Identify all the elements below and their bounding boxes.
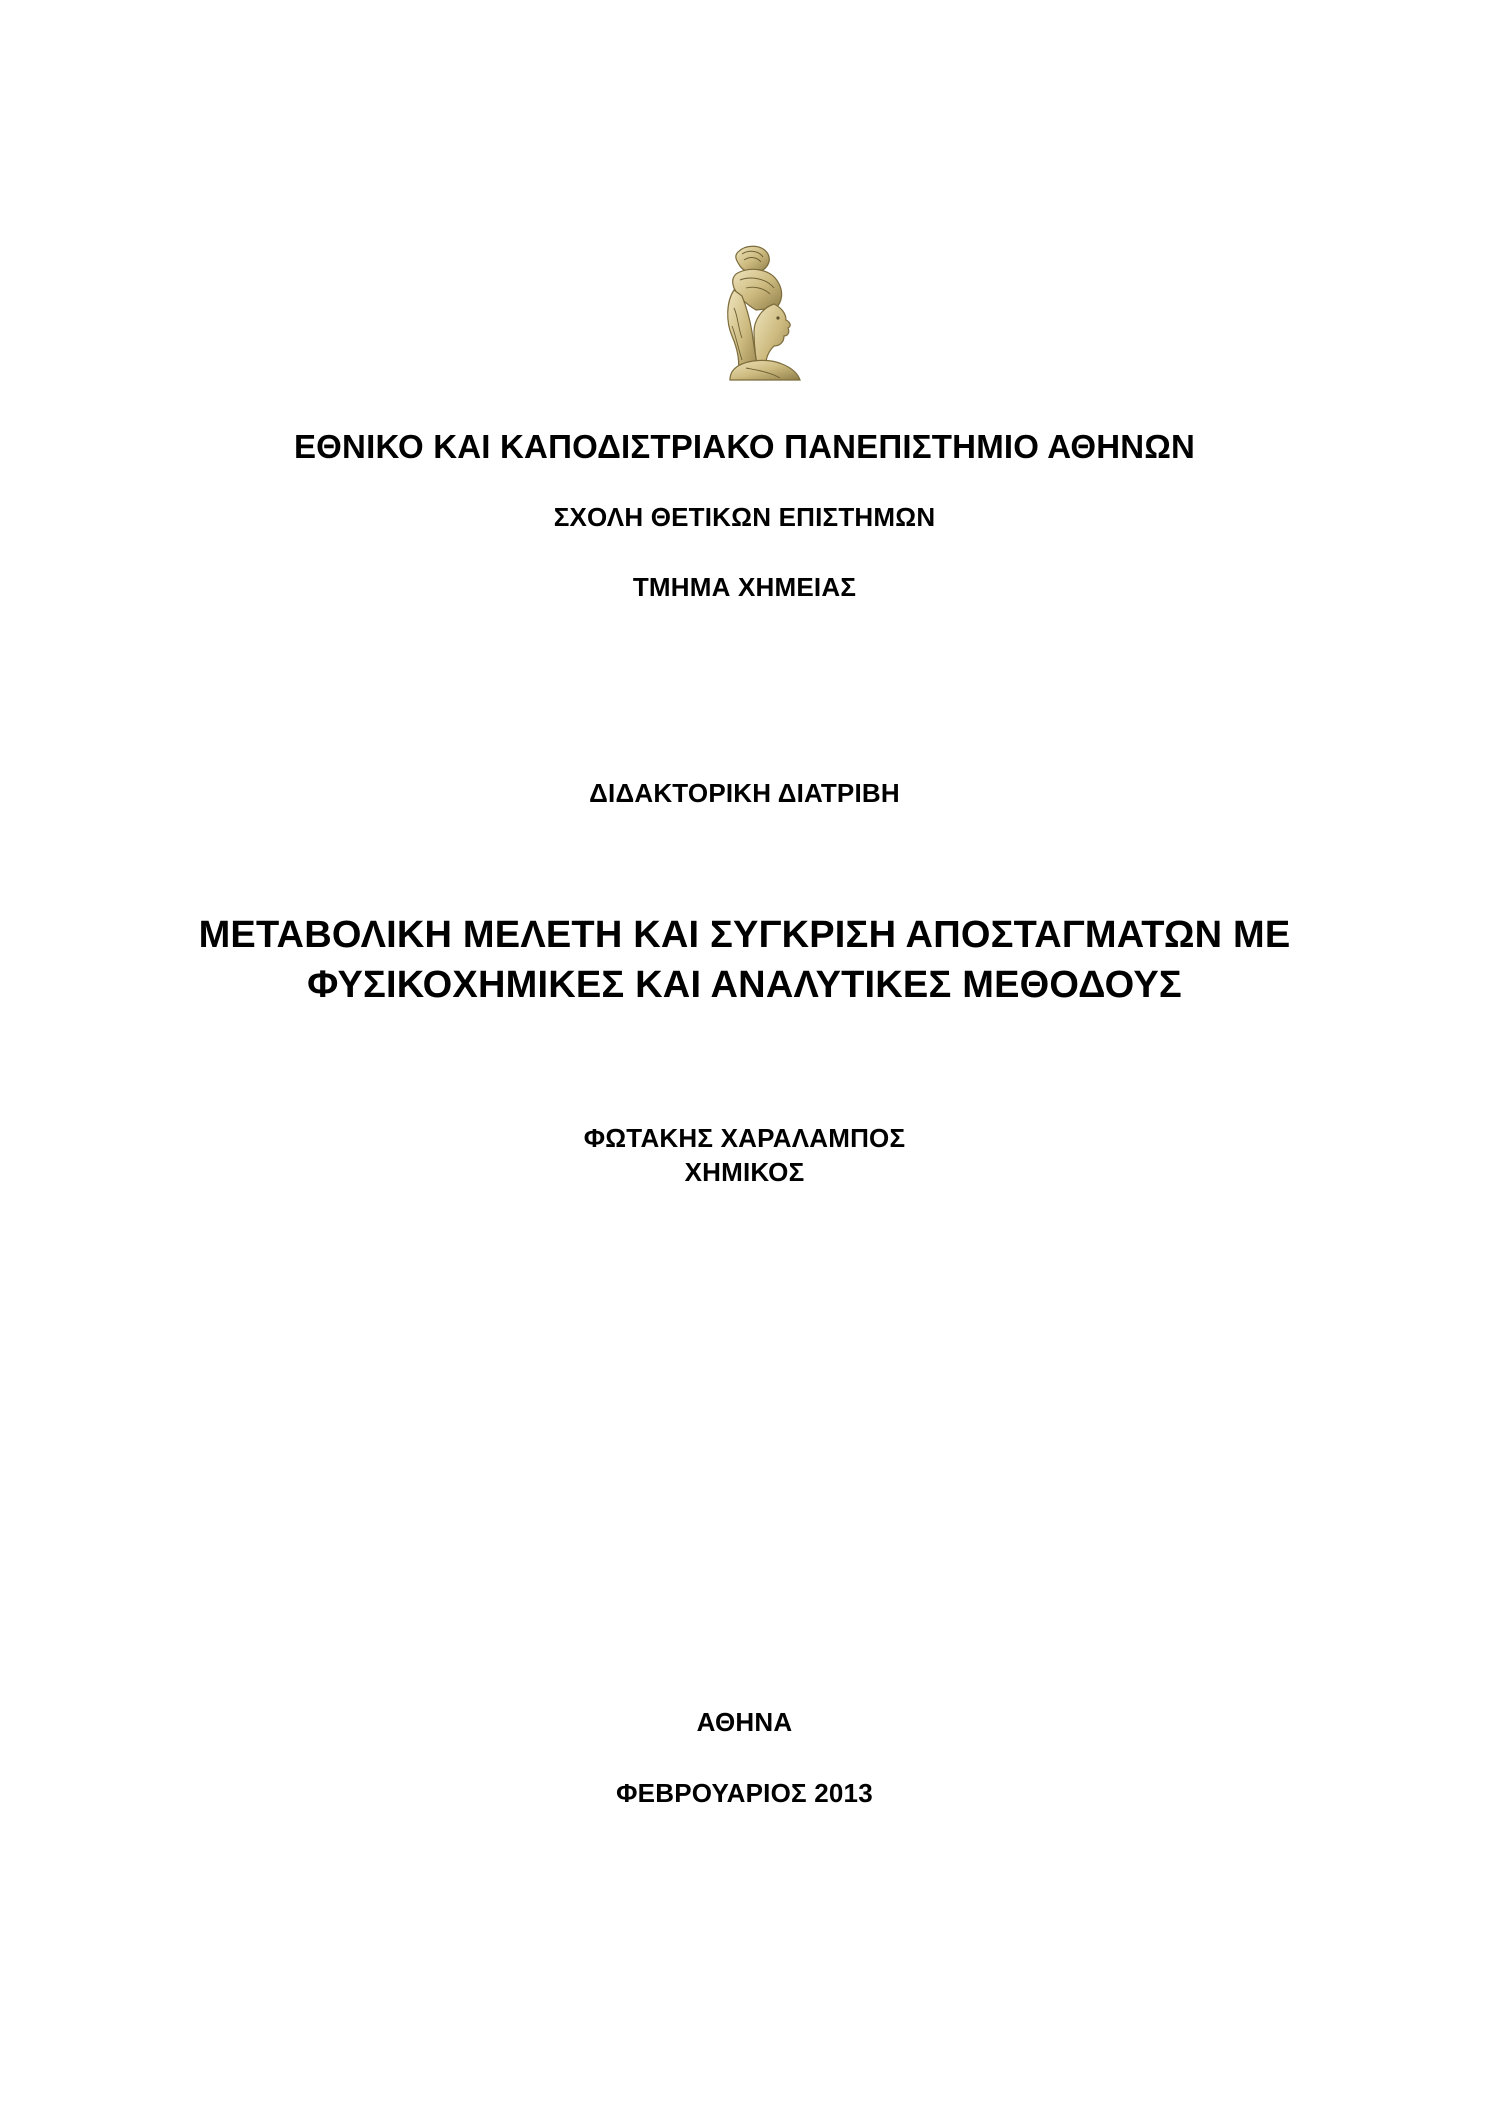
school-name: ΣΧΟΛΗ ΘΕΤΙΚΩΝ ΕΠΙΣΤΗΜΩΝ [553, 502, 936, 532]
university-name: ΕΘΝΙΚΟ ΚΑΙ ΚΑΠΟΔΙΣΤΡΙΑΚΟ ΠΑΝΕΠΙΣΤΗΜΙΟ ΑΘΗΝΩΝ [293, 428, 1196, 465]
athena-helmet-emblem-icon [716, 244, 808, 382]
author-name: ΦΩΤΑΚΗΣ ΧΑΡΑΛΑΜΠΟΣ [583, 1123, 906, 1153]
author-profession: ΧΗΜΙΚΟΣ [684, 1157, 805, 1187]
department-name: ΤΜΗΜΑ ΧΗΜΕΙΑΣ [632, 572, 857, 602]
thesis-title-line-1: ΜΕΤΑΒΟΛΙΚΗ ΜΕΛΕΤΗ ΚΑΙ ΣΥΓΚΡΙΣΗ ΑΠΟΣΤΑΓΜΑΤΩΝ ΜΕ [198, 914, 1291, 956]
publication-date: ΦΕΒΡΟΥΑΡΙΟΣ 2013 [616, 1778, 873, 1808]
city: ΑΘΗΝΑ [696, 1707, 793, 1737]
document-type: ΔΙΔΑΚΤΟΡΙΚΗ ΔΙΑΤΡΙΒΗ [589, 778, 900, 808]
thesis-title-line-2: ΦΥΣΙΚΟΧΗΜΙΚΕΣ ΚΑΙ ΑΝΑΛΥΤΙΚΕΣ ΜΕΘΟΔΟΥΣ [307, 964, 1182, 1006]
